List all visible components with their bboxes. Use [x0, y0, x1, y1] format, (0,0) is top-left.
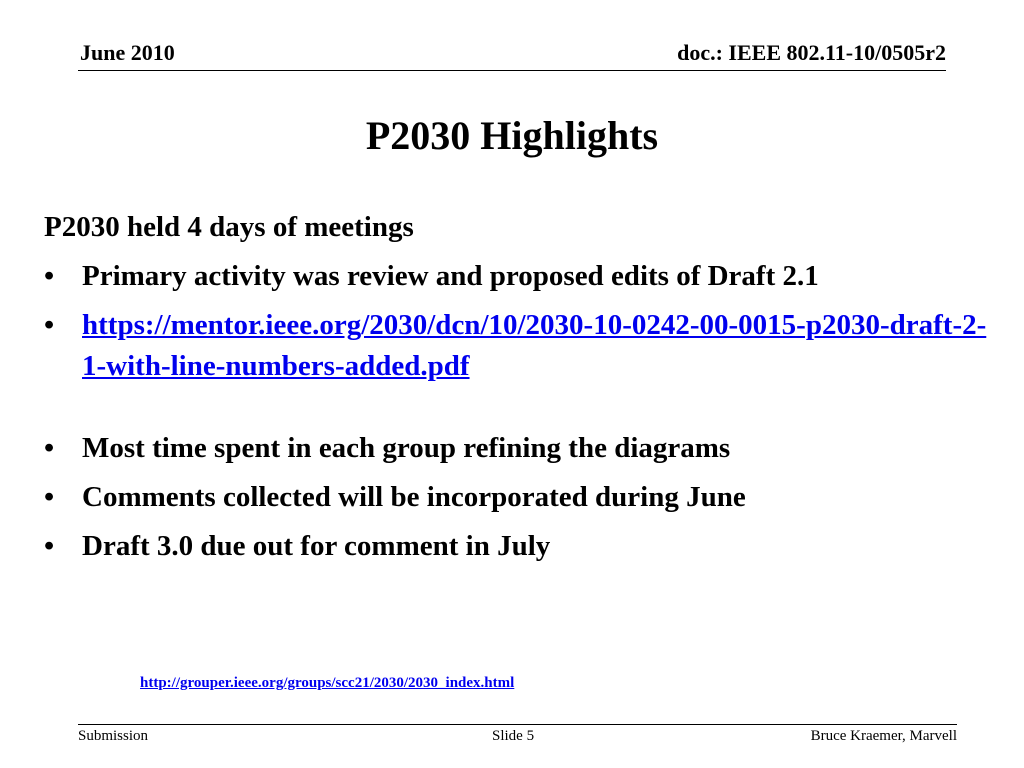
bullet-text: Comments collected will be incorporated during June	[82, 481, 746, 513]
bullet-icon: •	[44, 530, 55, 562]
footer-slide-number: Slide 5	[492, 728, 535, 744]
slide-content	[44, 207, 1004, 575]
header-divider	[78, 70, 946, 71]
bullet-text: Draft 3.0 due out for comment in July	[82, 530, 551, 562]
bullet-item	[44, 256, 1004, 297]
bullet-text: Most time spent in each group refining the diagrams	[82, 432, 731, 464]
bullet-icon: •	[44, 432, 55, 464]
bullet-icon: •	[44, 481, 55, 513]
slide-title: P2030 Highlights	[365, 113, 659, 158]
group-index-link[interactable]: http://grouper.ieee.org/groups/scc21/2030/2030_index.html	[140, 675, 515, 691]
bullet-icon: •	[44, 309, 55, 341]
footer-submission: Submission	[78, 728, 149, 744]
draft-document-link[interactable]: https://mentor.ieee.org/2030/dcn/10/2030-10-0242-00-0015-p2030-draft-2-1-with-line-numbers-added.pdf	[82, 309, 987, 382]
bullet-list	[44, 256, 1004, 567]
lead-text: P2030 held 4 days of meetings	[44, 211, 414, 243]
header-doc-id: doc.: IEEE 802.11-10/0505r2	[677, 40, 946, 65]
bullet-item	[44, 477, 1004, 518]
bullet-icon: •	[44, 260, 55, 292]
footer-author: Bruce Kraemer, Marvell	[810, 728, 957, 744]
bullet-item	[44, 305, 1004, 387]
bullet-item	[44, 428, 1004, 469]
bullet-text: Primary activity was review and proposed edits of Draft 2.1	[82, 260, 819, 292]
footer-divider	[78, 724, 957, 725]
bullet-item	[44, 526, 1004, 567]
header-date: June 2010	[80, 40, 175, 65]
